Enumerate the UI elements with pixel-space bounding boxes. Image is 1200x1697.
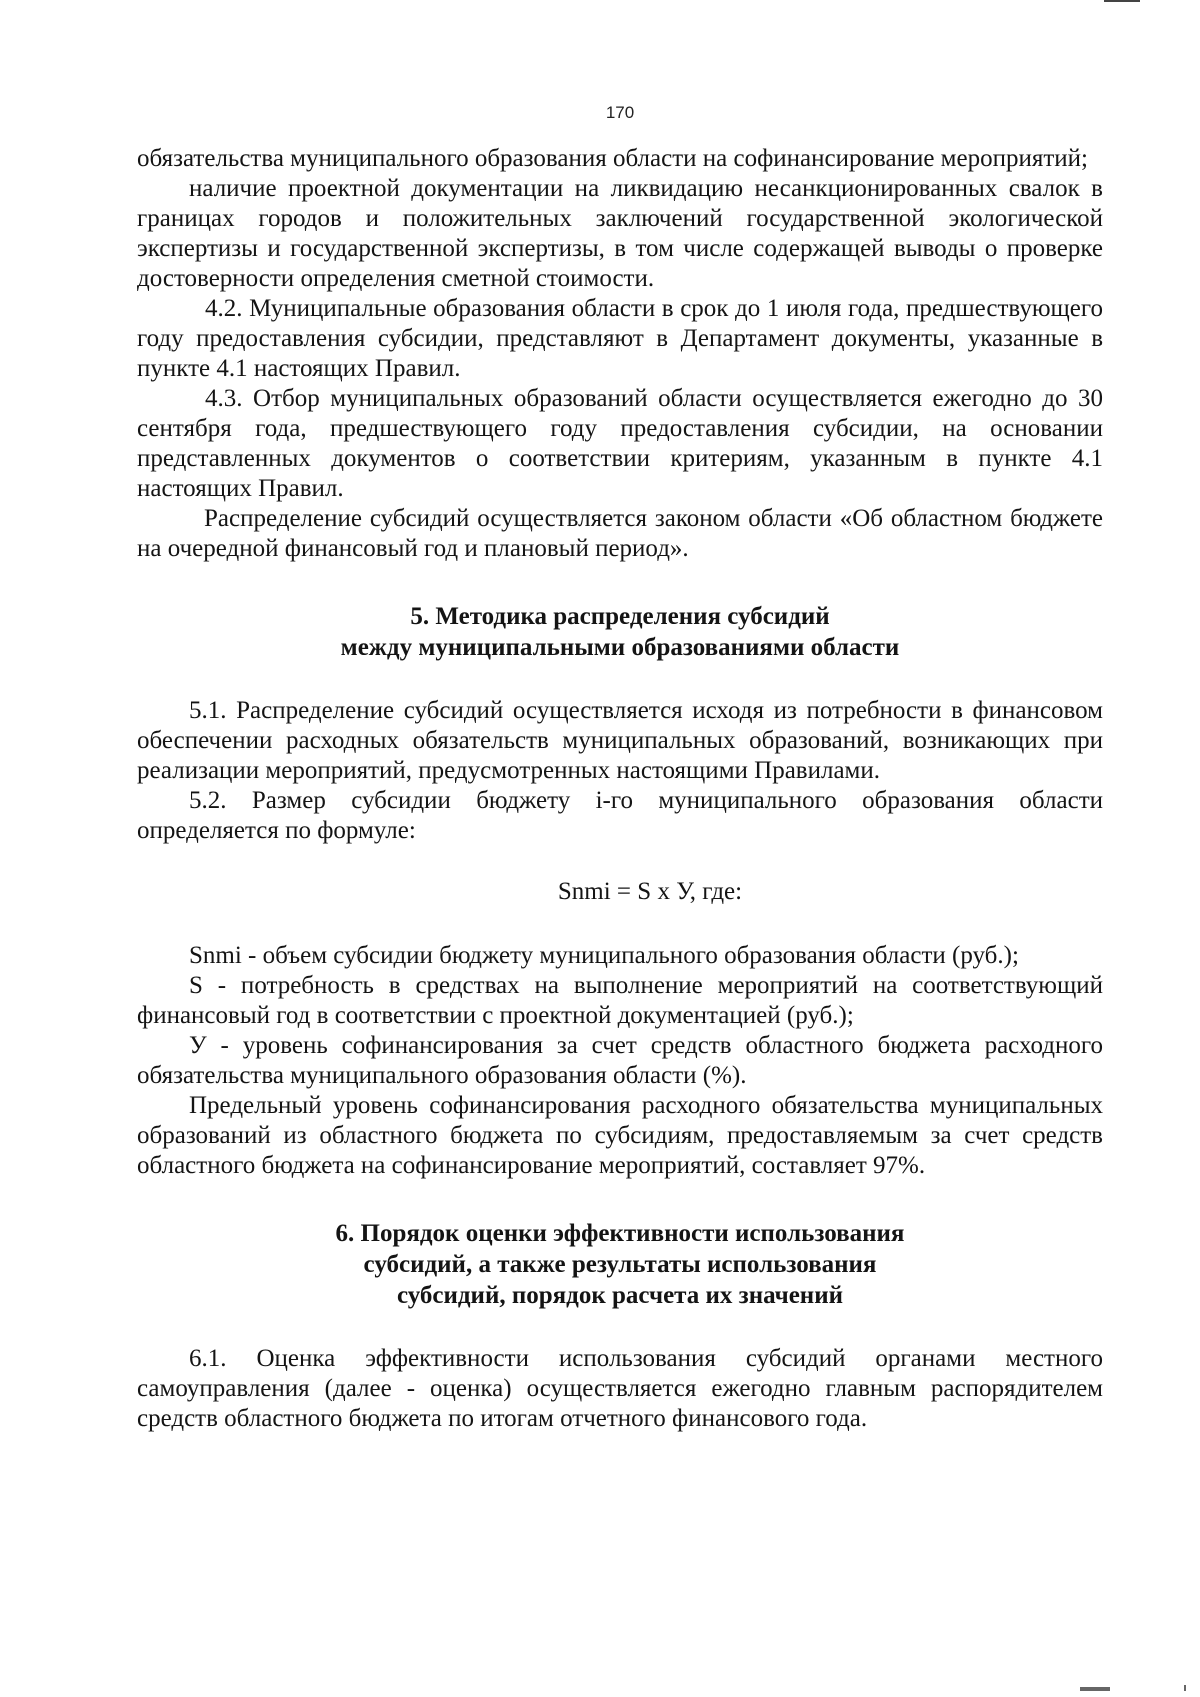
definition-s: S - потребность в средствах на выполнение мероприятий на соответствующий финансовый год в соответствии с проектной документацией (руб.); [137, 972, 1103, 1029]
paragraph-distribution-law: Распределение субсидий осуществляется законом области «Об областном бюджете на очередной финансовый год и плановый период». [137, 505, 1103, 562]
paragraph-obligations: обязательства муниципального образования области на софинансирование мероприятий; [137, 145, 1088, 172]
paragraph-4-2: 4.2. Муниципальные образования области в срок до 1 июля года, предшествующего году предоставления субсидии, представляют в Департамент документы, указанные в пункте 4.1 настоящих Правил. [137, 295, 1103, 382]
section-5-heading-line-1: 5. Методика распределения субсидий [410, 603, 830, 630]
paragraph-5-2: 5.2. Размер субсидии бюджету i-го муниципального образования области определяется по формуле: [137, 787, 1103, 844]
page-number: 170 [605, 103, 635, 122]
paragraph-max-cofinancing: Предельный уровень софинансирования расходного обязательства муниципальных образований из областного бюджета по субсидиям, предоставляемым за счет средств областного бюджета на софинансирование мероприятий, составляет 97%. [137, 1092, 1103, 1179]
paragraph-6-1: 6.1. Оценка эффективности использования субсидий органами местного самоуправления (далее - оценка) осуществляется ежегодно главным распорядителем средств областного бюджета по итогам отчетного финансового года. [137, 1345, 1103, 1432]
subsidy-formula: Snmi = S х У, где: [557, 878, 743, 905]
section-6-heading-line-1: 6. Порядок оценки эффективности использования [335, 1220, 905, 1247]
section-6-heading-line-2: субсидий, а также результаты использования [363, 1251, 877, 1278]
scan-edge-mark-bottom [1080, 1687, 1110, 1691]
section-6-heading-line-3: субсидий, порядок расчета их значений [396, 1282, 844, 1309]
definition-snmi: Snmi - объем субсидии бюджету муниципального образования области (руб.); [189, 942, 1019, 969]
scan-edge-mark-corner [1184, 1685, 1186, 1691]
paragraph-project-documentation: наличие проектной документации на ликвидацию несанкционированных свалок в границах городов и положительных заключений государственной экологической экспертизы и государственной экспертизы, в том числе содержащей выводы о проверке достоверности определения сметной стоимости. [137, 175, 1103, 292]
section-5-heading-line-2: между муниципальными образованиями области [340, 634, 900, 661]
paragraph-4-3: 4.3. Отбор муниципальных образований области осуществляется ежегодно до 30 сентября года, предшествующего году предоставления субсидии, на основании представленных документов о соответствии критериям, указанным в пункте 4.1 настоящих Правил. [137, 385, 1103, 502]
paragraph-5-1: 5.1. Распределение субсидий осуществляется исходя из потребности в финансовом обеспечении расходных обязательств муниципальных образований, возникающих при реализации мероприятий, предусмотренных настоящими Правилами. [137, 697, 1103, 784]
section-5-heading [137, 601, 1103, 663]
definition-y: У - уровень софинансирования за счет средств областного бюджета расходного обязательства муниципального образования области (%). [137, 1032, 1103, 1089]
document-body [137, 144, 1103, 1434]
section-6-heading [137, 1218, 1103, 1311]
scan-edge-mark-top [1104, 0, 1140, 2]
